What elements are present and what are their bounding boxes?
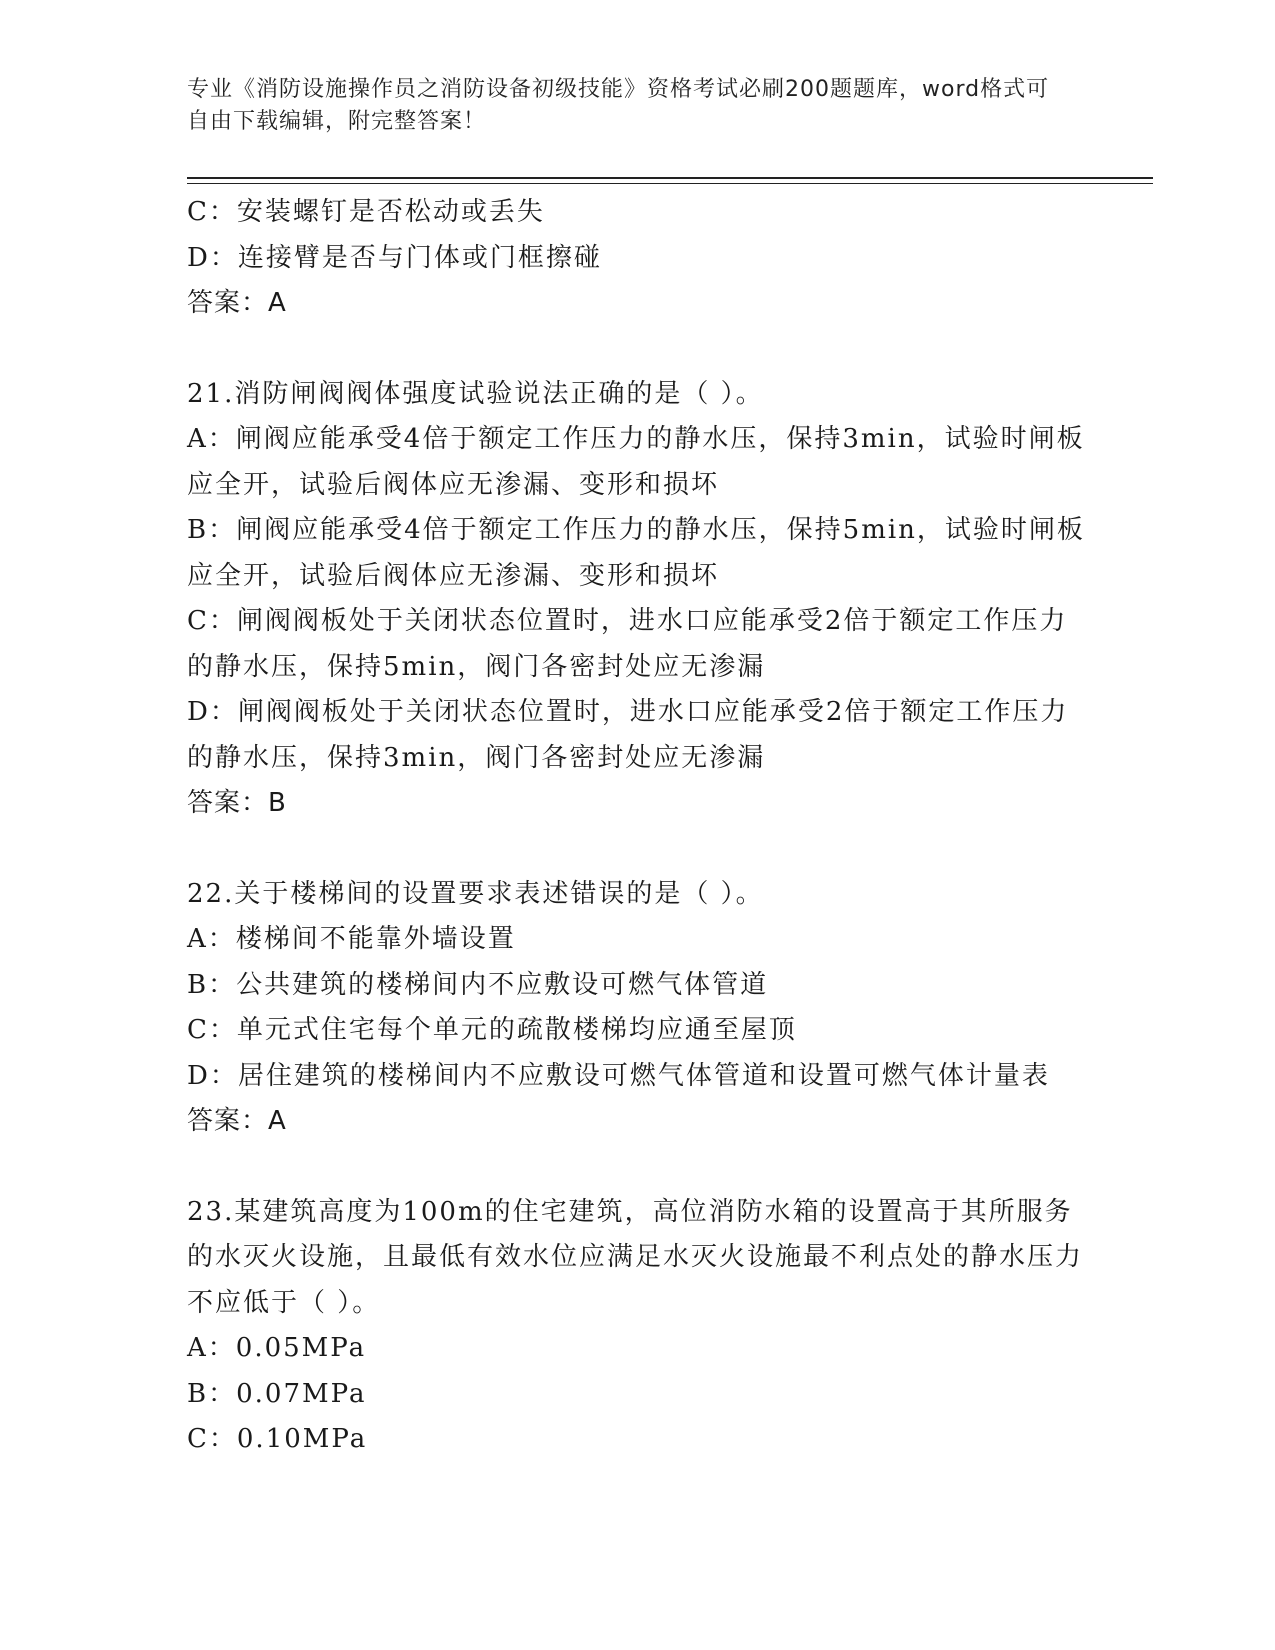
question-23 — [187, 1190, 1087, 1463]
question-20-continuation — [187, 190, 1087, 327]
option-b: B：公共建筑的楼梯间内不应敷设可燃气体管道 — [187, 969, 769, 1000]
question-stem: 22.关于楼梯间的设置要求表述错误的是（ ）。 — [187, 878, 764, 909]
option-b: B：0.07MPa — [187, 1378, 367, 1409]
question-22 — [187, 872, 1087, 1145]
document-header-title: 专业《消防设施操作员之消防设备初级技能》资格考试必刷200题题库，word格式可自由下载编辑，附完整答案！ — [187, 77, 1050, 134]
option-c: C：闸阀阀板处于关闭状态位置时，进水口应能承受2倍于额定工作压力的静水压，保持5min，阀门各密封处应无渗漏 — [187, 606, 1068, 682]
answer-line: 答案：B — [187, 788, 287, 818]
option-d: D：居住建筑的楼梯间内不应敷设可燃气体管道和设置可燃气体计量表 — [187, 1060, 1050, 1091]
header-rule-thick — [187, 177, 1153, 179]
option-a: A：楼梯间不能靠外墙设置 — [187, 924, 516, 954]
option-d: D：闸阀阀板处于关闭状态位置时，进水口应能承受2倍于额定工作压力的静水压，保持3min，阀门各密封处应无渗漏 — [187, 697, 1069, 773]
option-d: D：连接臂是否与门体或门框擦碰 — [187, 242, 602, 273]
document-body — [187, 190, 1087, 1463]
option-c: C：0.10MPa — [187, 1424, 368, 1454]
option-a: A：闸阀应能承受4倍于额定工作压力的静水压，保持3min，试验时闸板应全开，试验后阀体应无渗漏、变形和损坏 — [187, 424, 1085, 500]
answer-line: 答案：A — [187, 1106, 287, 1136]
question-stem: 21.消防闸阀阀体强度试验说法正确的是（ ）。 — [187, 378, 764, 409]
option-c: C：安装螺钉是否松动或丢失 — [187, 197, 545, 227]
answer-line: 答案：A — [187, 288, 287, 318]
option-c: C：单元式住宅每个单元的疏散楼梯均应通至屋顶 — [187, 1015, 797, 1045]
question-stem: 23.某建筑高度为100m的住宅建筑，高位消防水箱的设置高于其所服务的水灭火设施，且最低有效水位应满足水灭火设施最不利点处的静水压力不应低于（ ）。 — [187, 1196, 1084, 1318]
question-21 — [187, 372, 1087, 827]
option-a: A：0.05MPa — [187, 1333, 367, 1363]
option-b: B：闸阀应能承受4倍于额定工作压力的静水压，保持5min，试验时闸板应全开，试验后阀体应无渗漏、变形和损坏 — [187, 515, 1085, 591]
header-rule-thin — [187, 183, 1153, 184]
